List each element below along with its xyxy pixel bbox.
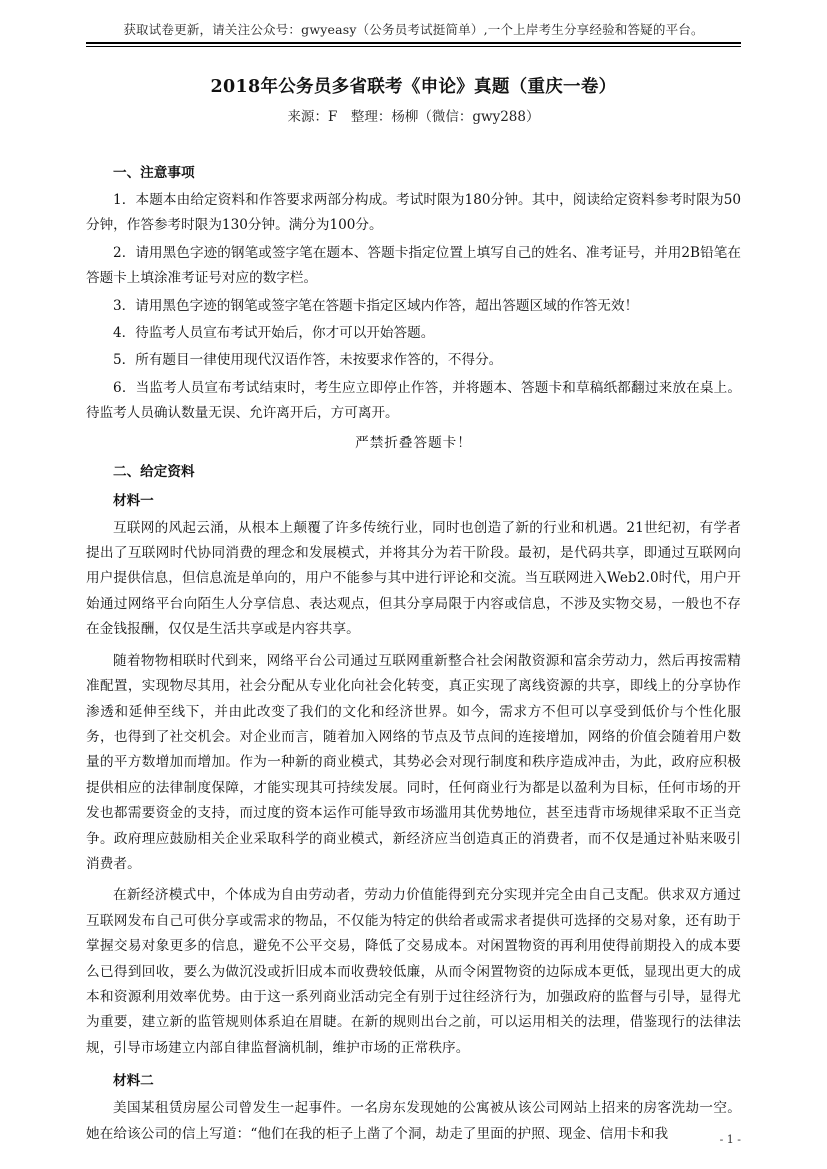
notice-item-5: 5．所有题目一律使用现代汉语作答，未按要求作答的，不得分。 [113, 352, 503, 369]
header-divider-thin [86, 46, 741, 47]
document-body [86, 158, 741, 1153]
notice-item-1: 1．本题本由给定资料和作答要求两部分构成。考试时限为180分钟。其中，阅读给定资料参考时限为50分钟，作答参考时限为130分钟。满分为100分。 [86, 192, 741, 234]
page-number: - 1 - [719, 1133, 741, 1146]
document-title: 2018年公务员多省联考《申论》真题（重庆一卷） [210, 77, 617, 97]
header-note: 获取试卷更新，请关注公众号：gwyeasy（公务员考试挺简单）,一个上岸考生分享经验和答疑的平台。 [123, 22, 704, 37]
document-source: 来源：F 整理：杨柳（微信：gwy288） [287, 109, 540, 125]
header-divider [86, 42, 741, 44]
notice-heading: 一、注意事项 [113, 165, 195, 181]
material-1-title: 材料一 [113, 492, 154, 509]
material-2-paragraph-1: 美国某租赁房屋公司曾发生一起事件。一名房东发现她的公寓被从该公司网站上招来的房客洗劫一空。她在给该公司的信上写道：“他们在我的柜子上凿了个洞，劫走了里面的护照、现金、信用卡和我 [86, 1100, 741, 1142]
materials-heading: 二、给定资料 [113, 463, 195, 480]
notice-item-4: 4．待监考人员宣布考试开始后，你才可以开始答题。 [113, 325, 435, 342]
notice-item-2: 2．请用黑色字迹的钢笔或签字笔在题本、答题卡指定位置上填写自己的姓名、准考证号，并用2B铅笔在答题卡上填涂准考证号对应的数字栏。 [86, 244, 741, 287]
material-1-paragraph-3: 在新经济模式中，个体成为自由劳动者，劳动力价值能得到充分实现并完全由自己支配。供求双方通过互联网发布自己可供分享或需求的物品，不仅能为特定的供给者或需求者提供可选择的交易对象，还有助于掌握交易对象更多的信息，避免不公平交易，降低了交易成本。对闲置物资的再利用使得前期投入的成本要么已得到回收，要么为做沉没或折旧成本而收费较低廉，从而令闲置物资的边际成本更低，显现出更大的成本和资源利用效率优势。由于这一系列商业活动完全有别于过往经济行为，加强政府的监督与引导，显得尤为重要，建立新的监管规则体系迫在眉睫。在新的规则出台之前，可以运用相关的法理，借鉴现行的法律法规，引导市场建立内部自律监督滴机制，维护市场的正常秩序。 [86, 887, 741, 1056]
material-2-title: 材料二 [113, 1073, 154, 1090]
material-1-paragraph-2: 随着物物相联时代到来，网络平台公司通过互联网重新整合社会闲散资源和富余劳动力，然后再按需精准配置，实现物尽其用，社会分配从专业化向社会化转变，真正实现了离线资源的共享，即线上的分享协作渗透和延伸至线下，并由此改变了我们的文化和经济世界。如今，需求方不但可以享受到低价与个性化服务，也得到了社交机会。对企业而言，随着加入网络的节点及节点间的连接增加，网络的价值会随着用户数量的平方数增加而增加。作为一种新的商业模式，其势必会对现行制度和秩序造成冲击，为此，政府应积极提供相应的法律制度保障，才能实现其可持续发展。同时，任何商业行为都是以盈利为目标，任何市场的开发也都需要资金的支持，而过度的资本运作可能导致市场滥用其优势地位，甚至违背市场规律采取不正当竞争。政府理应鼓励相关企业采取科学的商业模式，新经济应当创造真正的消费者，而不仅是通过补贴来吸引消费者。 [86, 652, 741, 872]
notice-item-3: 3．请用黑色字迹的钢笔或签字笔在答题卡指定区域内作答，超出答题区域的作答无效！ [113, 297, 639, 314]
notice-warning: 严禁折叠答题卡！ [355, 434, 472, 451]
material-1-paragraph-1: 互联网的风起云涌，从根本上颠覆了许多传统行业，同时也创造了新的行业和机遇。21世纪初，有学者提出了互联网时代协同消费的理念和发展模式，并将其分为若干阶段。最初，是代码共享，即通过互联网向用户提供信息，但信息流是单向的，用户不能参与其中进行评论和交流。当互联网进入Web2.0时代，用户开始通过网络平台向陌生人分享信息、表达观点，但其分享局限于内容或信息，不涉及实物交易，一般也不存在金钱报酬，仅仅是生活共享或是内容共享。 [86, 519, 741, 638]
notice-item-6: 6．当监考人员宣布考试结束时，考生应立即停止作答，并将题本、答题卡和草稿纸都翻过来放在桌上。待监考人员确认数量无误、允许离开后，方可离开。 [86, 379, 741, 422]
